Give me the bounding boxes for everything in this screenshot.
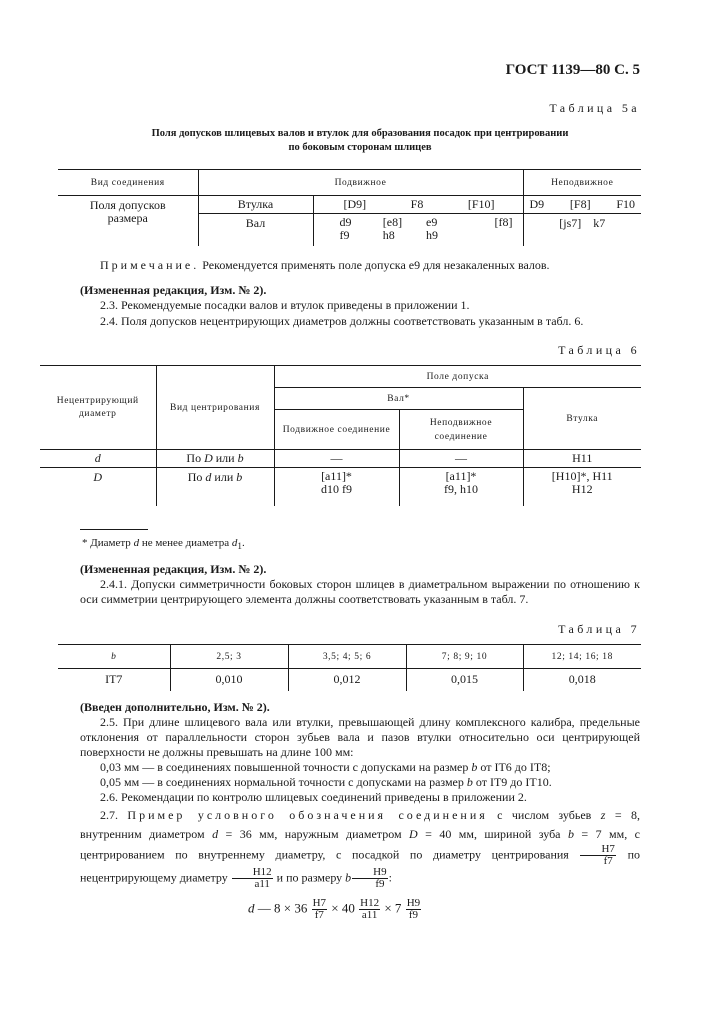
formula-var: d	[248, 900, 255, 916]
t5a-bushing-fixed	[523, 196, 641, 214]
fraction-h9-f9	[352, 867, 387, 890]
ff1-den: f7	[314, 909, 324, 921]
t6-row2-bushing: [H10]*, H11 H12	[551, 469, 613, 496]
t7-row-label: IT7	[58, 669, 170, 691]
note	[80, 258, 640, 273]
note-label: Примечание.	[100, 258, 200, 272]
formula-frac3	[406, 898, 421, 921]
formula-frac1	[312, 898, 327, 921]
paragraph-2-3: 2.3. Рекомендуемые посадки валов и втулок приведены в приложении 1.	[100, 298, 470, 312]
footnote-rule	[80, 529, 148, 530]
paragraph-2-4: 2.4. Поля допусков нецентрирующих диаметров должны соответствовать указанным в табл. 6.	[100, 314, 584, 328]
p2-5-a-pre: 0,03 мм — в соединениях повышенной точности с допусками на размер	[100, 760, 472, 774]
t6-row1-diam: d	[40, 450, 156, 468]
t6-r2-c-pre: По	[187, 470, 206, 484]
t7-value-1: 0,012	[288, 669, 406, 691]
footnote-star: * Диаметр	[82, 537, 134, 549]
p2-7-t8: :	[388, 870, 392, 885]
t7-value-2: 0,015	[406, 669, 523, 691]
t5a-row-label-line1: Поля допусков	[89, 198, 166, 212]
frac3-num: H9	[352, 867, 387, 879]
t5a-sm-0: d9	[339, 215, 352, 229]
paragraph-2-5: 2.5. При длине шлицевого вала или втулки, превышающей длину комплексного калибра, предельные отклонения от параллельности сторон зубьев вала и пазов втулки относительно оси центрирующей поверхности не должны превышать на длине 100 мм:	[80, 715, 640, 759]
paragraph-2-5-a	[80, 760, 640, 775]
t6-r1-c-mid: или	[212, 451, 238, 465]
p2-7-b: b	[567, 827, 574, 841]
paragraph-2-5-b	[80, 775, 640, 790]
p2-7-b2: b	[345, 870, 352, 885]
p2-7-t6: по нецентрирующему диаметру	[80, 847, 640, 885]
fraction-h7-f7	[580, 844, 615, 867]
page-header: ГОСТ 1139—80 С. 5	[505, 62, 640, 78]
formula-a: — 8 × 36	[254, 900, 311, 916]
t6-header-diam: Нецентрирующий диаметр	[40, 366, 156, 450]
p2-5-b-pre: 0,05 мм — в соединениях нормальной точности с допусками на размер	[100, 775, 467, 789]
t5a-header-type: Вид соединения	[58, 170, 198, 196]
t5a-sm-1: [e8]	[382, 215, 403, 229]
frac1-den: f7	[603, 855, 613, 867]
ff2-num: H12	[360, 897, 380, 909]
t6-row1-movable: —	[274, 450, 399, 468]
t7-header-b: b	[58, 645, 170, 669]
footnote-sub: 1	[237, 541, 242, 552]
p2-7-d: d	[212, 827, 219, 841]
paragraph-2-6: 2.6. Рекомендации по контролю шлицевых соединений приведены в приложении 2.	[100, 790, 527, 804]
t5a-shaft-fixed	[523, 214, 641, 246]
p2-7-t5: = 7 мм, с центрированием по внутреннему диаметру, с посадкой по диаметру центрирования	[80, 827, 640, 862]
formula-frac2	[359, 898, 380, 921]
revision-note-2: (Измененная редакция, Изм. № 2).	[80, 562, 267, 576]
t6-header-bushing: Втулка	[523, 388, 641, 450]
table-6	[40, 365, 641, 506]
t5a-header-fixed: Неподвижное	[551, 177, 614, 188]
t5a-bm-1: F8	[410, 197, 424, 211]
t6-row1-fixed: —	[399, 450, 523, 468]
ff3-den: f9	[408, 909, 418, 921]
t6-header-shaft: Вал*	[274, 388, 523, 410]
t7-header-3: 12; 14; 16; 18	[551, 651, 613, 662]
t5a-bm-0: [D9]	[343, 197, 367, 211]
t5a-sf-0: [js7]	[559, 216, 582, 230]
t7-header-0: 2,5; 3	[170, 645, 288, 669]
t5a-bf-0: D9	[529, 197, 545, 211]
p2-7-spaced: Пример условного обозначения соединения	[127, 808, 488, 822]
p2-7-D: D	[409, 827, 418, 841]
p2-7-z: z	[600, 808, 606, 822]
t6-row1-center	[156, 450, 274, 468]
t5a-row-label-line2: размера	[107, 211, 148, 225]
t5a-header-movable: Подвижное	[198, 170, 523, 196]
t7-header-1: 3,5; 4; 5; 6	[288, 645, 406, 669]
t7-header-2: 7; 8; 9; 10	[406, 645, 523, 669]
table-7	[58, 644, 641, 691]
fraction-h12-a11	[232, 867, 273, 890]
table-5a-title-line2: по боковым сторонам шлицев	[288, 142, 432, 153]
t6-r2-c-mid: или	[211, 470, 237, 484]
t6-row2-center	[156, 468, 274, 506]
frac2-num: H12	[232, 867, 273, 879]
t5a-bf-1: [F8]	[569, 197, 591, 211]
table-5a-title-line1: Поля допусков шлицевых валов и втулок для образования посадок при центрировании	[151, 128, 569, 139]
revision-note-3: (Введен дополнительно, Изм. № 2).	[80, 700, 270, 714]
frac1-num: H7	[580, 844, 615, 856]
t5a-shaft-label: Вал	[198, 214, 313, 246]
table-7-caption: Таблица 7	[558, 622, 640, 636]
p2-7-t4: = 40 мм, шириной зуба	[417, 827, 568, 841]
t5a-sf-1: k7	[593, 216, 606, 230]
t5a-sm2-0: f9	[339, 228, 350, 242]
ff1-num: H7	[312, 897, 327, 909]
t6-r2-c-var2: b	[236, 470, 243, 484]
t5a-shaft-movable	[313, 214, 523, 246]
p2-7-t3: = 36 мм, наружным диаметром	[218, 827, 409, 841]
p2-7-t2: = 8, внутренним диаметром	[80, 808, 640, 841]
frac3-den: f9	[375, 878, 385, 890]
p2-7-num: 2.7.	[100, 808, 128, 822]
footnote-var: d	[133, 537, 140, 549]
p2-5-b-post: от IT9 до IT10.	[472, 775, 552, 789]
t6-header-fixed: Неподвижное соединение	[399, 410, 523, 450]
t6-row2-diam: D	[40, 468, 156, 506]
t6-header-center: Вид центрирования	[156, 366, 274, 450]
t5a-bf-2: F10	[616, 197, 635, 211]
table-5a-title	[80, 127, 640, 155]
t6-r1-c-var: D	[204, 451, 213, 465]
t5a-sm-2: e9	[426, 215, 438, 229]
note-text: Рекомендуется применять поле допуска е9 для незакаленных валов.	[202, 258, 550, 272]
t6-header-movable: Подвижное соединение	[274, 410, 399, 450]
t6-row2-movable: [a11]* d10 f9	[274, 468, 399, 506]
t6-r1-c-pre: По	[186, 451, 205, 465]
t5a-sm-3: [f8]	[494, 215, 513, 229]
p2-7-t1: с числом зубьев	[487, 808, 601, 822]
t6-row1-bushing: H11	[523, 450, 641, 468]
paragraph-2-7	[80, 806, 640, 890]
t5a-sm2-2: h9	[426, 228, 438, 242]
table-5a-caption: Таблица 5а	[549, 101, 640, 115]
designation-formula	[248, 898, 422, 921]
t7-value-0: 0,010	[170, 669, 288, 691]
revision-note-1: (Измененная редакция, Изм. № 2).	[80, 283, 267, 297]
footnote-mid: не менее диаметра	[139, 537, 232, 549]
table-5a	[58, 169, 641, 246]
table-6-caption: Таблица 6	[558, 343, 640, 357]
formula-b: × 40	[328, 900, 359, 916]
t6-r1-c-var2: b	[237, 451, 244, 465]
ff3-num: H9	[406, 897, 421, 909]
t6-row2-fixed: [a11]* f9, h10	[399, 468, 523, 506]
t5a-row-label	[58, 196, 198, 246]
t7-value-3: 0,018	[568, 672, 596, 687]
p2-7-t7: и по размеру	[273, 870, 346, 885]
t5a-bushing-movable	[313, 196, 523, 214]
footnote-end: .	[241, 537, 245, 549]
p2-5-b-var: b	[466, 775, 473, 789]
t6-r2-c-var: d	[205, 470, 212, 484]
footnote	[82, 536, 642, 554]
t5a-bushing-label: Втулка	[198, 196, 313, 214]
footnote-var2: d	[231, 537, 238, 549]
p2-5-a-var: b	[471, 760, 478, 774]
t6-header-tol: Поле допуска	[274, 366, 641, 388]
t5a-sm2-1: h8	[382, 228, 395, 242]
formula-c: × 7	[381, 900, 405, 916]
ff2-den: a11	[361, 909, 378, 921]
p2-5-a-post: от IT6 до IT8;	[477, 760, 551, 774]
frac2-den: a11	[254, 878, 270, 890]
t5a-bm-2: [F10]	[467, 197, 495, 211]
paragraph-2-4-1: 2.4.1. Допуски симметричности боковых сторон шлицев в диаметральном выражении по отношению к оси симметрии центрирующего элемента должны соответствовать указанным в табл. 7.	[80, 577, 640, 606]
